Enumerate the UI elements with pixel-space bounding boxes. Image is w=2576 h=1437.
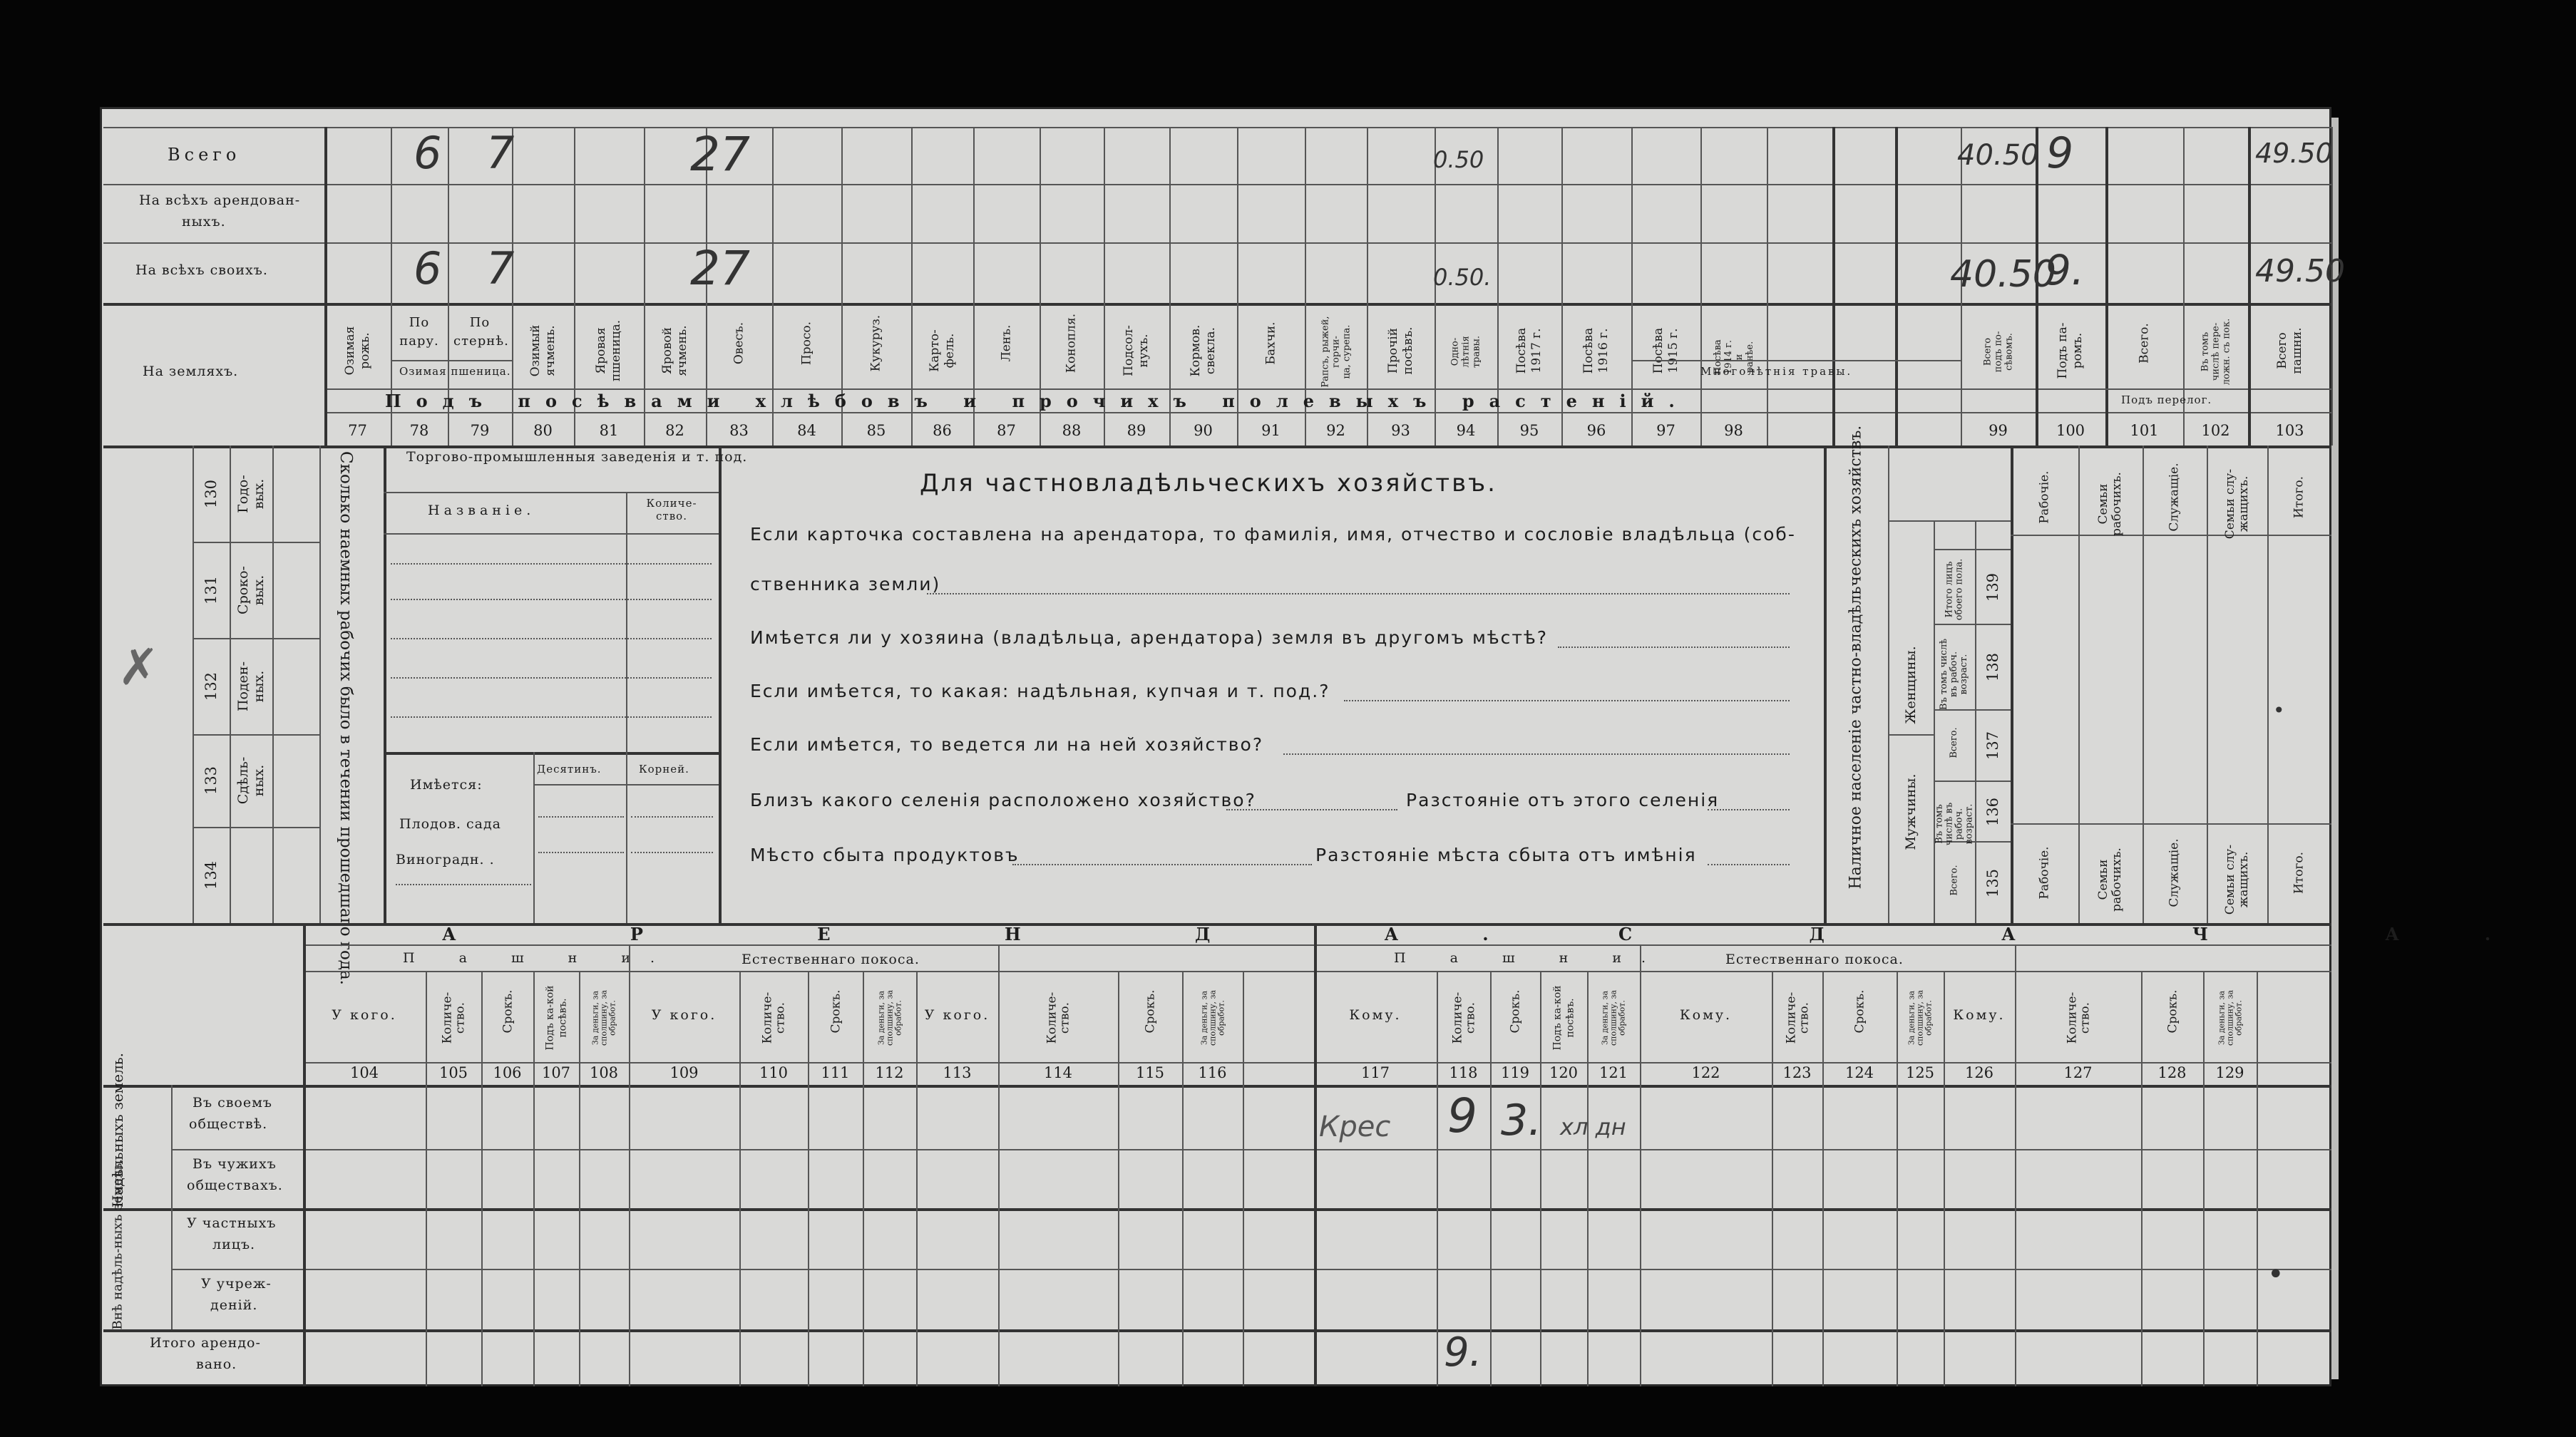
- hw-svoih-79: 7: [486, 242, 515, 294]
- lease-col-num-107: 107: [541, 1064, 571, 1081]
- top-col-number: 83: [729, 422, 749, 439]
- top-col-header-80: Озимый ячмень.: [528, 324, 558, 377]
- pop-col-label: Въ томъ числѣ въ рабоч. возраст.: [1939, 638, 1969, 711]
- lease-col-header: Подъ ка-кой посѣвъ.: [1551, 985, 1576, 1051]
- lease-col-num-126: 126: [1964, 1064, 1994, 1081]
- top-col-number: 96: [1586, 422, 1606, 439]
- top-col-header-85: Кукуруз.: [868, 314, 883, 372]
- hw-svoih-78: 6: [414, 242, 442, 294]
- staff-col-label: Служащіе.: [2167, 463, 2182, 532]
- pop-col-label: Итого лицъ обоего пола.: [1944, 558, 1964, 620]
- lease-col-rule: [1540, 971, 1541, 1386]
- chastno-line-4: Если имѣется, то какая: надѣльная, купчая и т. под.?: [750, 681, 1330, 701]
- lease-col-rule: [1243, 971, 1244, 1386]
- top-col-number: 85: [866, 422, 886, 439]
- lease-col-rule: [863, 971, 864, 1386]
- staff-rule: [2207, 445, 2208, 923]
- lease-col-rule: [739, 971, 741, 1386]
- lease-col-num-116: 116: [1198, 1064, 1227, 1081]
- top-col-header-89: Подсол- нухъ.: [1122, 325, 1151, 376]
- hw-vsego-79: 7: [486, 127, 515, 179]
- top-col-header-83: Овесъ.: [732, 321, 746, 365]
- lease-col-num-115: 115: [1135, 1064, 1165, 1081]
- top-col-header-93: Прочій посѣвъ.: [1385, 326, 1415, 375]
- top-col-number: 78: [409, 422, 429, 439]
- lease-col-num-117: 117: [1360, 1064, 1390, 1081]
- korney-label: Корней.: [639, 763, 689, 776]
- worker-col-num-134: 134: [202, 860, 220, 890]
- top-col-number: 101: [2130, 422, 2159, 439]
- lease-col-header: Количе-ство.: [760, 992, 788, 1044]
- lease-col-num-110: 110: [759, 1064, 789, 1081]
- top-col-header-101: Всего.: [2137, 323, 2151, 364]
- top-col-header-81: Яровая пшеница.: [594, 319, 623, 382]
- lease-col-rule: [1437, 971, 1438, 1386]
- staff-col-label: Семьи рабочихъ.: [2096, 848, 2124, 912]
- worker-col-label: Сдѣль- ных.: [235, 756, 267, 805]
- lease-col-header: Количе-ство.: [1784, 992, 1811, 1044]
- top-col-number: 82: [665, 422, 684, 439]
- lease-col-num-104: 104: [349, 1064, 379, 1081]
- row-chuzhih-1: Въ чужихъ: [193, 1156, 277, 1172]
- chastno-line-7: Разстояніе отъ этого селенія: [1406, 790, 1720, 810]
- pop-col-num-137: 137: [1984, 731, 2001, 761]
- lease-col-rule: [1640, 944, 1641, 1386]
- torgovo-nazvanie: Названіе.: [428, 503, 535, 518]
- lease-col-num-114: 114: [1043, 1064, 1073, 1081]
- desyatin-label: Десятинъ.: [537, 763, 602, 776]
- top-col-header-86: Карто- фель.: [927, 329, 957, 372]
- lease-col-header: Количе-ство.: [1450, 992, 1477, 1044]
- lease-col-header: У кого.: [651, 1007, 717, 1023]
- lease-col-num-129: 129: [2215, 1064, 2244, 1081]
- arenda-pashni: П а ш н и.: [403, 950, 675, 966]
- top-col-header-100: Подъ па- ромъ.: [2056, 322, 2085, 379]
- pop-col-label: Въ томъ числѣ въ рабоч. возраст.: [1934, 802, 1974, 845]
- hw-svoih-100: 9.: [2045, 246, 2085, 294]
- itogo-arendovano-1: Итого арендо-: [150, 1335, 261, 1351]
- row-uchrezh-2: деній.: [210, 1297, 258, 1313]
- torgovo-kolichestvo: Количе-ство.: [646, 497, 697, 522]
- row-chastnyh-2: лицъ.: [212, 1237, 256, 1252]
- lease-col-header: Кому.: [1349, 1007, 1402, 1023]
- pop-rule: [1888, 734, 1934, 736]
- row-chastnyh-1: У частныхъ: [187, 1215, 277, 1231]
- top-col-number: 91: [1261, 422, 1281, 439]
- lease-col-rule: [481, 971, 483, 1386]
- worker-col-label: Поден- ных.: [235, 661, 267, 711]
- chastno-line-8: Мѣсто сбыта продуктовъ: [750, 845, 1020, 865]
- hw-kolich: 9: [1447, 1088, 1477, 1143]
- hw-svoih-103: 49.50: [2255, 253, 2345, 289]
- plodov-sada-label: Плодов. сада: [399, 816, 501, 832]
- chastno-title: Для частновладѣльческихъ хозяйствъ.: [920, 469, 1497, 498]
- row-label-arend-2: ныхъ.: [182, 214, 226, 230]
- chastno-line-2: ственника земли): [750, 574, 941, 594]
- pop-rule: [1934, 520, 1935, 923]
- lease-col-rule: [579, 971, 580, 1386]
- lease-col-rule: [1587, 971, 1589, 1386]
- lease-col-rule: [2203, 971, 2205, 1386]
- lease-col-header: Срокъ.: [2165, 989, 2180, 1034]
- top-col-header-77: Озимая рожь.: [342, 326, 372, 376]
- staff-col-label: Семьи рабочихъ.: [2096, 472, 2124, 536]
- arenda-heading: А Р Е Н Д А.: [442, 924, 1573, 944]
- lease-col-num-123: 123: [1782, 1064, 1812, 1081]
- hw-vsego-99: 40.50: [1957, 139, 2039, 172]
- lease-col-num-111: 111: [821, 1064, 850, 1081]
- lease-col-rule: [1897, 971, 1898, 1386]
- sdacha-estestv: Естественнаго покоса.: [1725, 952, 1904, 967]
- worker-col-num-133: 133: [202, 766, 220, 795]
- lease-col-num-128: 128: [2157, 1064, 2187, 1081]
- hw-svoih-92: 0.50.: [1433, 264, 1492, 291]
- lease-col-num-118: 118: [1449, 1064, 1478, 1081]
- hw-vsego-103: 49.50: [2255, 138, 2333, 169]
- lease-col-num-121: 121: [1599, 1064, 1628, 1081]
- top-col-rule: [1700, 127, 1702, 445]
- crops-banner: Подъ посѣвами хлѣбовъ и прочихъ полевыхъ растеній.: [385, 391, 1690, 411]
- group-rule: [391, 360, 512, 361]
- lease-col-header: Кому.: [1953, 1007, 2006, 1023]
- zhenshchiny-label: Женщины.: [1903, 646, 1919, 724]
- top-col-header-79: По стернѣ.: [453, 315, 509, 349]
- top-col-header-102: Въ томъ числѣ пере- ложн. съ пок.: [2200, 318, 2232, 386]
- top-col-header-88: Конопля.: [1064, 313, 1079, 374]
- top-col-number: 87: [997, 422, 1016, 439]
- lease-col-header: Срокъ.: [501, 989, 515, 1034]
- chastno-line-1: Если карточка составлена на арендатора, то фамилія, имя, отчество и сословіе владѣльца (соб-: [750, 524, 1796, 545]
- top-col-header-92: Рапсъ, рыжей, горчи- ца, сурепа.: [1320, 316, 1352, 388]
- staff-rule: [2078, 445, 2080, 923]
- staff-col-label: Рабочіе.: [2037, 846, 2051, 900]
- hw-pod-posev: хл дн: [1560, 1113, 1626, 1140]
- muzhchiny-label: Мужчины.: [1903, 773, 1919, 850]
- lease-col-rule: [808, 971, 809, 1386]
- lease-col-num-108: 108: [589, 1064, 619, 1081]
- hw-srok: 3.: [1501, 1096, 1542, 1145]
- lease-col-header: За деньги, за сполшину, за обработ.: [2217, 990, 2243, 1046]
- top-col-number: 94: [1456, 422, 1476, 439]
- row-svoem-2: обществѣ.: [189, 1116, 268, 1132]
- top-col-header-103: Всего пашни.: [2274, 327, 2304, 374]
- top-col-header-96: Посѣва 1916 г.: [1581, 327, 1611, 374]
- vne-nadel-label: Внѣ надѣль-ныхъ земель.: [110, 1158, 125, 1330]
- top-col-number: 84: [797, 422, 816, 439]
- staff-col-label: Семьи слу-жащихъ.: [2222, 844, 2251, 915]
- nadelnyh-label: Надѣльныхъ земель.: [109, 1052, 126, 1207]
- chastno-line-3: Имѣется ли у хозяина (владѣльца, арендатора) земля въ другомъ мѣстѣ?: [750, 627, 1549, 648]
- top-col-number: 89: [1127, 422, 1146, 439]
- hw-dot-mark: •: [2273, 699, 2285, 722]
- lease-col-header: Срокъ.: [1852, 989, 1867, 1034]
- top-col-number: 95: [1519, 422, 1539, 439]
- top-col-header-84: Просо.: [799, 321, 814, 366]
- lease-col-rule: [2015, 944, 2016, 1386]
- pop-col-num-138: 138: [1984, 652, 2001, 682]
- pop-rule: [1975, 520, 1976, 923]
- sdacha-heading: С Д А Ч А.: [1618, 924, 2576, 944]
- staff-rule: [2267, 445, 2269, 923]
- hw-vsego-78: 6: [414, 127, 442, 179]
- pop-col-label: Всего.: [1949, 727, 1959, 758]
- row-label-svoih: На всѣхъ своихъ.: [135, 262, 268, 278]
- row-label-arend-1: На всѣхъ арендован-: [139, 192, 301, 208]
- top-col-number: 99: [1989, 422, 2008, 439]
- lease-col-num-112: 112: [875, 1064, 904, 1081]
- group-mnogoletnie-travy: Многолѣтнія травы.: [1700, 365, 1853, 378]
- top-col-header-98: Посѣва 1914 г. и ранѣе.: [1712, 339, 1755, 375]
- lease-col-header: У кого.: [924, 1007, 990, 1023]
- worker-col-num-131: 131: [202, 575, 220, 604]
- top-col-number: 103: [2275, 422, 2304, 439]
- top-col-number: 92: [1326, 422, 1345, 439]
- lease-col-num-127: 127: [2063, 1064, 2093, 1081]
- group-rule: [1631, 360, 1961, 361]
- lease-col-header: Кому.: [1679, 1007, 1733, 1023]
- top-col-header-87: Ленъ.: [999, 324, 1013, 362]
- lease-col-num-105: 105: [438, 1064, 468, 1081]
- top-col-rule: [324, 127, 327, 445]
- pop-rule: [1934, 549, 2011, 550]
- hw-svoih-99: 40.50: [1950, 253, 2056, 296]
- lease-col-rule: [998, 944, 1000, 1386]
- lease-col-header: За деньги, за сполшину, за обработ.: [590, 990, 617, 1046]
- hw-vsego-82: 27: [690, 127, 750, 182]
- staff-col-label: Рабочіе.: [2037, 470, 2051, 524]
- staff-col-label: Служащіе.: [2167, 838, 2182, 907]
- lease-col-header: За деньги, за сполшину, за обработ.: [876, 990, 903, 1046]
- chastno-line-6: Близъ какого селенія расположено хозяйство?: [750, 790, 1256, 810]
- hw-x-mark: ✗: [118, 638, 160, 696]
- top-col-rule: [2248, 127, 2251, 445]
- lease-col-header: За деньги, за сполшину, за обработ.: [1199, 990, 1226, 1046]
- top-col-number: 90: [1194, 422, 1213, 439]
- hw-vsego-100: 9: [2046, 128, 2074, 178]
- hw-vsego-92: 0.50: [1433, 146, 1484, 173]
- lease-col-num-122: 122: [1691, 1064, 1720, 1081]
- hw-itogo: 9.: [1444, 1329, 1482, 1376]
- lease-col-header: Количе-ство.: [1045, 992, 1072, 1044]
- top-col-header-97: Посѣва 1915 г.: [1651, 327, 1680, 374]
- pop-rule: [1888, 520, 2011, 522]
- worker-col-label: Годо- вых.: [235, 474, 267, 513]
- top-col-rule: [2105, 127, 2108, 445]
- lease-col-header: Подъ ка-кой посѣвъ.: [544, 985, 569, 1051]
- lease-col-num-119: 119: [1500, 1064, 1530, 1081]
- top-col-number: 102: [2201, 422, 2230, 439]
- lease-col-rule: [916, 971, 918, 1386]
- lease-col-rule: [1118, 971, 1119, 1386]
- chastno-line-5: Если имѣется, то ведется ли на ней хозяйство?: [750, 734, 1264, 755]
- group-rule: [2105, 388, 2248, 390]
- hw-mark-6: •: [2267, 1258, 2284, 1291]
- lease-col-rule: [1944, 971, 1945, 1386]
- worker-col-num-132: 132: [202, 671, 220, 701]
- lease-col-num-106: 106: [493, 1064, 522, 1081]
- vinogradi-label: Виноградн. .: [396, 852, 495, 867]
- worker-col-label: Сроко- вых.: [235, 565, 267, 614]
- pop-col-label: Всего.: [1949, 864, 1959, 896]
- lease-col-num-113: 113: [943, 1064, 972, 1081]
- lease-col-num-120: 120: [1549, 1064, 1579, 1081]
- lease-col-rule: [629, 944, 630, 1386]
- top-col-number: 86: [933, 422, 952, 439]
- staff-col-label: Итого.: [2292, 476, 2306, 519]
- top-col-number: 100: [2056, 422, 2085, 439]
- top-col-number: 77: [348, 422, 367, 439]
- lease-col-header: Срокъ.: [1143, 989, 1158, 1034]
- top-col-number: 93: [1391, 422, 1410, 439]
- lease-col-rule: [2257, 971, 2258, 1386]
- row-label-vsego: Всего: [168, 145, 241, 165]
- sdacha-pashni: П а ш н и.: [1394, 950, 1666, 966]
- chastno-line-9: Разстояніе мѣста сбыта отъ имѣнія: [1315, 845, 1697, 865]
- top-col-header-78: По пару.: [399, 315, 439, 349]
- top-col-number: 80: [533, 422, 553, 439]
- lease-col-rule: [1490, 971, 1492, 1386]
- row-chuzhih-2: обществахъ.: [187, 1178, 283, 1193]
- row-label-na-zemlyah: На земляхъ.: [143, 364, 239, 379]
- itogo-arendovano-2: вано.: [196, 1356, 237, 1372]
- row-uchrezh-1: У учреж-: [201, 1276, 272, 1292]
- imeetsya-label: Имѣется:: [410, 777, 483, 793]
- lease-col-header: Количе-ство.: [440, 992, 468, 1044]
- lease-col-header: У кого.: [332, 1007, 397, 1023]
- top-col-number: 97: [1656, 422, 1676, 439]
- top-col-number: 98: [1724, 422, 1743, 439]
- lease-col-header: За деньги, за сполшину, за обработ.: [1907, 990, 1934, 1046]
- top-col-header-91: Бахчи.: [1263, 321, 1278, 365]
- lease-col-num-125: 125: [1905, 1064, 1935, 1081]
- group-ozimaya-pshenitsa: Озимая пшеница.: [399, 365, 511, 378]
- pop-col-num-139: 139: [1984, 572, 2001, 602]
- group-pod-perelog: Подъ перелог.: [2121, 393, 2212, 406]
- top-col-header-94: Одно- лѣтнія травы.: [1449, 335, 1482, 369]
- lease-col-rule: [1772, 971, 1773, 1386]
- lease-col-rule: [2141, 971, 2143, 1386]
- nalichnoe-label: Наличное населеніе частно-владѣльческихъ хозяйствъ.: [1847, 425, 1865, 890]
- top-col-rule: [1767, 127, 1768, 445]
- pop-rule: [1934, 781, 2011, 782]
- staff-col-label: Семьи слу-жащихъ.: [2222, 468, 2251, 540]
- lease-col-header: Срокъ.: [1508, 989, 1523, 1034]
- arenda-estestv: Естественнаго покоса.: [742, 952, 920, 967]
- lease-col-rule: [426, 971, 427, 1386]
- pop-col-num-136: 136: [1984, 797, 2001, 826]
- top-col-number: 81: [599, 422, 619, 439]
- row-svoem-1: Въ своемъ: [193, 1095, 272, 1111]
- lease-col-num-124: 124: [1844, 1064, 1874, 1081]
- top-col-number: 88: [1062, 422, 1082, 439]
- hw-komu: Крес: [1319, 1111, 1391, 1143]
- lease-col-header: Срокъ.: [828, 989, 843, 1034]
- staff-col-label: Итого.: [2292, 852, 2306, 895]
- lease-col-rule: [1822, 971, 1824, 1386]
- skolko-naemnyh-label: Сколько наемных рабочих было в течении прошедшаго года.: [337, 451, 355, 985]
- lease-col-rule: [1182, 971, 1184, 1386]
- lease-col-rule: [533, 971, 535, 1386]
- hw-svoih-82: 27: [690, 241, 750, 296]
- top-col-rule: [1895, 127, 1898, 445]
- top-col-header-99: Всего подъ по- сѣвомъ.: [1982, 331, 2014, 373]
- top-col-rule: [1832, 127, 1835, 445]
- pop-col-num-135: 135: [1984, 868, 2001, 897]
- top-col-header-82: Яровой ячмень.: [660, 325, 689, 376]
- top-col-header-90: Кормов. свекла.: [1188, 324, 1218, 377]
- lease-col-header: За деньги, за сполшину, за обработ.: [1600, 990, 1627, 1046]
- staff-rule: [2143, 445, 2144, 923]
- lease-col-header: Количе-ство.: [2065, 992, 2092, 1044]
- torgovo-title: Торгово-промышленныя заведенія и т. под.: [406, 449, 748, 465]
- lease-col-num-109: 109: [669, 1064, 699, 1081]
- top-col-number: 79: [470, 422, 490, 439]
- top-col-header-95: Посѣва 1917 г.: [1514, 327, 1544, 374]
- worker-col-num-130: 130: [202, 479, 220, 508]
